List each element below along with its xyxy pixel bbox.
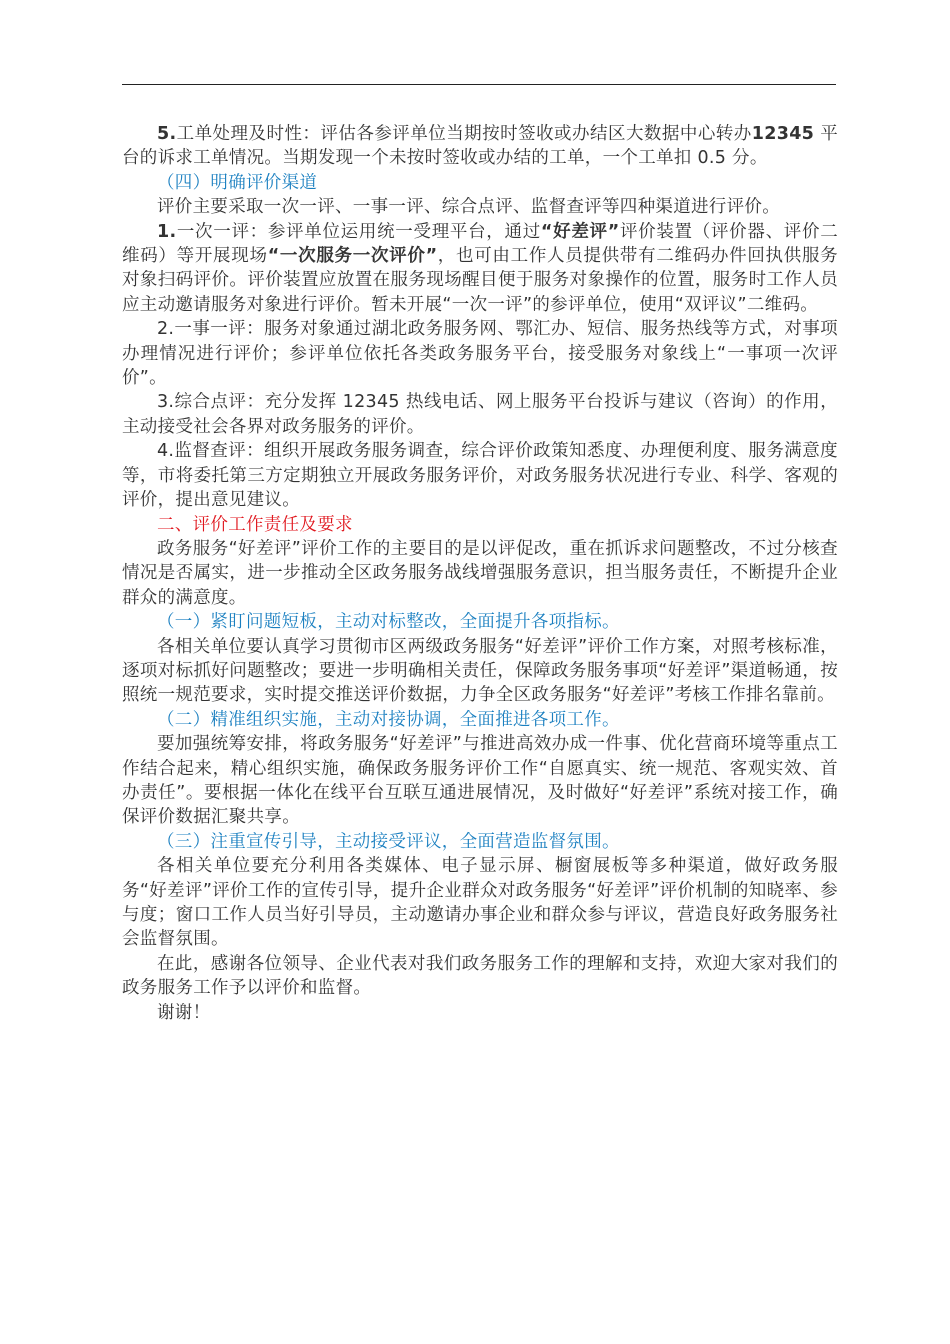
paragraph-comprehensive-review: 3.综合点评：充分发挥 12345 热线电话、网上服务平台投诉与建议（咨询）的作用，主动接受社会各界对政务服务的评价。 <box>122 392 838 437</box>
section-heading-responsibilities: 二、评价工作责任及要求 <box>157 514 353 535</box>
paragraph-channels-intro: 评价主要采取一次一评、一事一评、综合点评、监督查评等四种渠道进行评价。 <box>157 197 780 218</box>
paragraph-publicity: 各相关单位要充分利用各类媒体、电子显示屏、橱窗展板等多种渠道，做好政务服务“好差评”评价工作的宣传引导，提升企业群众对政务服务“好差评”评价机制的知晓率、参与度；窗口工作人员当好引导员，主动邀请办事企业和群众参与评议，营造良好政务服务社会监督氛围。 <box>122 856 838 950</box>
paragraph-coordination: 要加强统筹安排，将政务服务“好差评”与推进高效办成一件事、优化营商环境等重点工作结合起来，精心组织实施，确保政务服务评价工作“自愿真实、统一规范、客观实效、首办责任”。要根据一体化在线平台互联互通进展情况，及时做好“好差评”系统对接工作，确保评价数据汇聚共享。 <box>122 734 838 828</box>
document-body <box>122 122 838 1025</box>
paragraph-study-and-rectify: 各相关单位要认真学习贯彻市区两级政务服务“好差评”评价工作方案，对照考核标准，逐项对标抓好问题整改；要进一步明确相关责任，保障政务服务事项“好差评”渠道畅通，按照统一规范要求，实时提交推送评价数据，力争全区政务服务“好差评”考核工作排名靠前。 <box>122 636 838 706</box>
paragraph-thanks: 在此，感谢各位领导、企业代表对我们政务服务工作的理解和支持，欢迎大家对我们的政务服务工作予以评价和监督。 <box>122 953 838 999</box>
paragraph-main-purpose: 政务服务“好差评”评价工作的主要目的是以评促改，重在抓诉求问题整改，不过分核查情况是否属实，进一步推动全区政务服务战线增强服务意识，担当服务责任，不断提升企业群众的满意度。 <box>122 538 838 608</box>
paragraph-ticket-timeliness: 5.工单处理及时性：评估各参评单位当期按时签收或办结区大数据中心转办12345 平台的诉求工单情况。当期发现一个未按时签收或办结的工单，一个工单扣 0.5 分。 <box>122 124 838 169</box>
section-heading-evaluation-channels: （四）明确评价渠道 <box>157 172 318 193</box>
paragraph-one-service-one-evaluation: 1.一次一评：参评单位运用统一受理平台，通过“好差评”评价装置（评价器、评价二维码）等开展现场“一次服务一次评价”，也可由工作人员提供带有二维码办件回执供服务对象扫码评价。评价装置应放置在服务现场醒目便于服务对象操作的位置，服务时工作人员应主动邀请服务对象进行评价。暂未开展“一次一评”的参评单位，使用“双评议”二维码。 <box>122 221 838 315</box>
subheading-publicity-guidance: （三）注重宣传引导，主动接受评议，全面营造监督氛围。 <box>157 831 620 852</box>
paragraph-closing: 谢谢！ <box>157 1002 211 1023</box>
paragraph-supervision-review: 4.监督查评：组织开展政务服务调查，综合评价政策知悉度、办理便利度、服务满意度等，市将委托第三方定期独立开展政务服务评价，对政务服务状况进行专业、科学、客观的评价，提出意见建议。 <box>122 441 838 511</box>
subheading-precise-implementation: （二）精准组织实施，主动对接协调，全面推进各项工作。 <box>157 709 620 730</box>
header-rule <box>122 84 836 85</box>
paragraph-one-matter-one-evaluation: 2.一事一评：服务对象通过湖北政务服务网、鄂汇办、短信、服务热线等方式，对事项办理情况进行评价；参评单位依托各类政务服务平台，接受服务对象线上“一事项一次评价”。 <box>122 319 838 389</box>
subheading-focus-on-problems: （一）紧盯问题短板，主动对标整改，全面提升各项指标。 <box>157 612 620 633</box>
